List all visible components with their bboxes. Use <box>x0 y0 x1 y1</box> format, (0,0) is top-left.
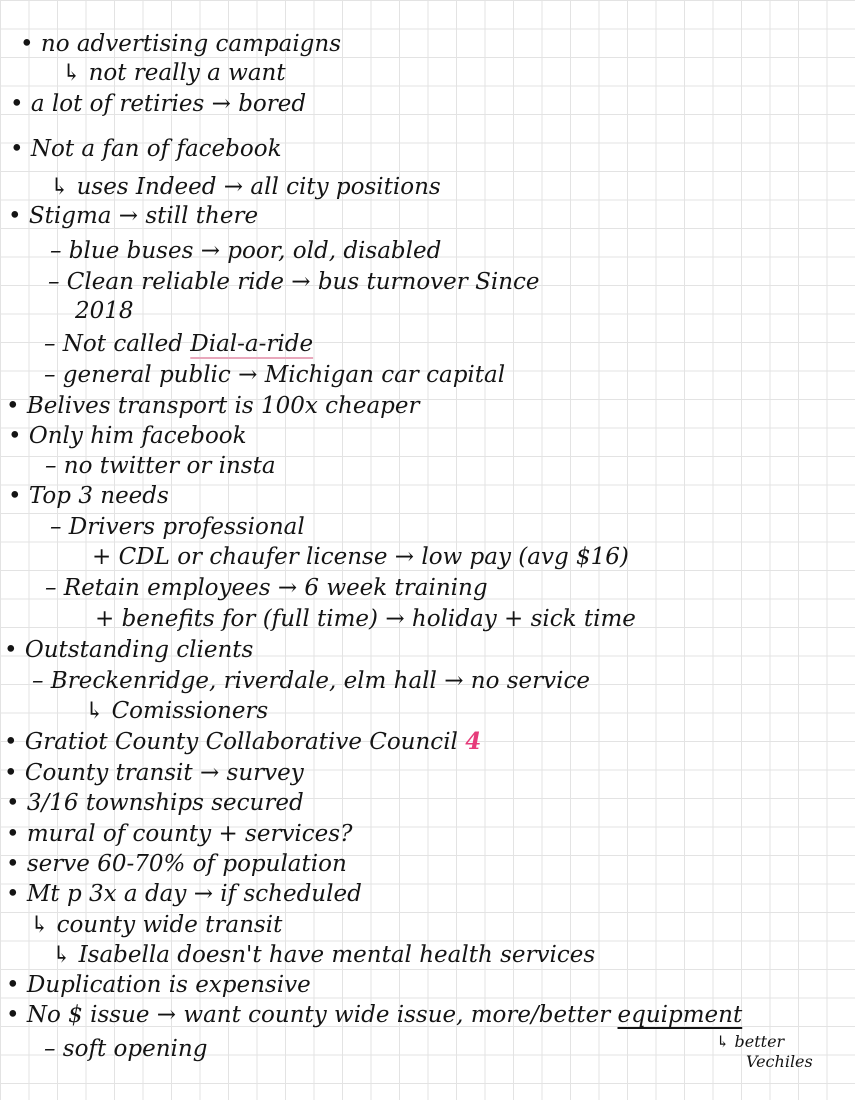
note-line: • Outstanding clients <box>4 637 254 663</box>
note-line: • Stigma → still there <box>8 203 259 229</box>
underlined-term: equipment <box>617 1002 743 1028</box>
note-line: • 3/16 townships secured <box>6 790 304 816</box>
note-line: ↳ county wide transit <box>30 912 283 938</box>
note-line: • Belives transport is 100x cheaper <box>6 393 420 419</box>
note-line: – Retain employees → 6 week training <box>45 575 488 601</box>
note-line: + CDL or chaufer license → low pay (avg $16) <box>92 544 629 570</box>
note-line: 2018 <box>75 298 134 324</box>
note-line <box>44 330 313 358</box>
note-line: • Mt p 3x a day → if scheduled <box>6 881 362 907</box>
note-line: – blue buses → poor, old, disabled <box>50 238 442 264</box>
note-line <box>6 1001 742 1029</box>
note-line: – Drivers professional <box>50 514 305 540</box>
note-line: • a lot of retiries → bored <box>10 91 307 117</box>
note-line: – soft opening <box>44 1036 208 1062</box>
note-text: • Gratiot County Collaborative Council <box>4 729 458 755</box>
note-line <box>4 728 481 756</box>
highlighted-term: Dial-a-ride <box>190 331 314 357</box>
note-line: • Duplication is expensive <box>6 972 311 998</box>
note-line: – Clean reliable ride → bus turnover Since <box>48 269 540 295</box>
note-line: • serve 60-70% of population <box>6 851 347 877</box>
note-line: • no advertising campaigns <box>20 31 342 57</box>
note-text: – Not called <box>44 331 183 357</box>
note-line: • Not a fan of facebook <box>10 136 282 162</box>
note-line: Vechiles <box>746 1052 813 1071</box>
note-line: ↳ Comissioners <box>85 698 269 724</box>
note-line: ↳ Isabella doesn't have mental health services <box>52 942 596 968</box>
note-line: – no twitter or insta <box>45 453 276 479</box>
note-line: ↳ uses Indeed → all city positions <box>50 174 441 200</box>
note-line: ↳ better <box>716 1032 785 1051</box>
note-text: • No $ issue → want county wide issue, more/better <box>6 1002 611 1028</box>
note-line: • mural of county + services? <box>6 821 353 847</box>
note-line: – general public → Michigan car capital <box>44 362 506 388</box>
note-line: • County transit → survey <box>4 760 304 786</box>
note-line: + benefits for (full time) → holiday + sick time <box>95 606 636 632</box>
note-line: • Only him facebook <box>8 423 247 449</box>
note-line: • Top 3 needs <box>8 483 169 509</box>
pink-mark: 4 <box>465 728 482 755</box>
note-line: – Breckenridge, riverdale, elm hall → no service <box>32 668 591 694</box>
note-line: ↳ not really a want <box>62 60 286 86</box>
